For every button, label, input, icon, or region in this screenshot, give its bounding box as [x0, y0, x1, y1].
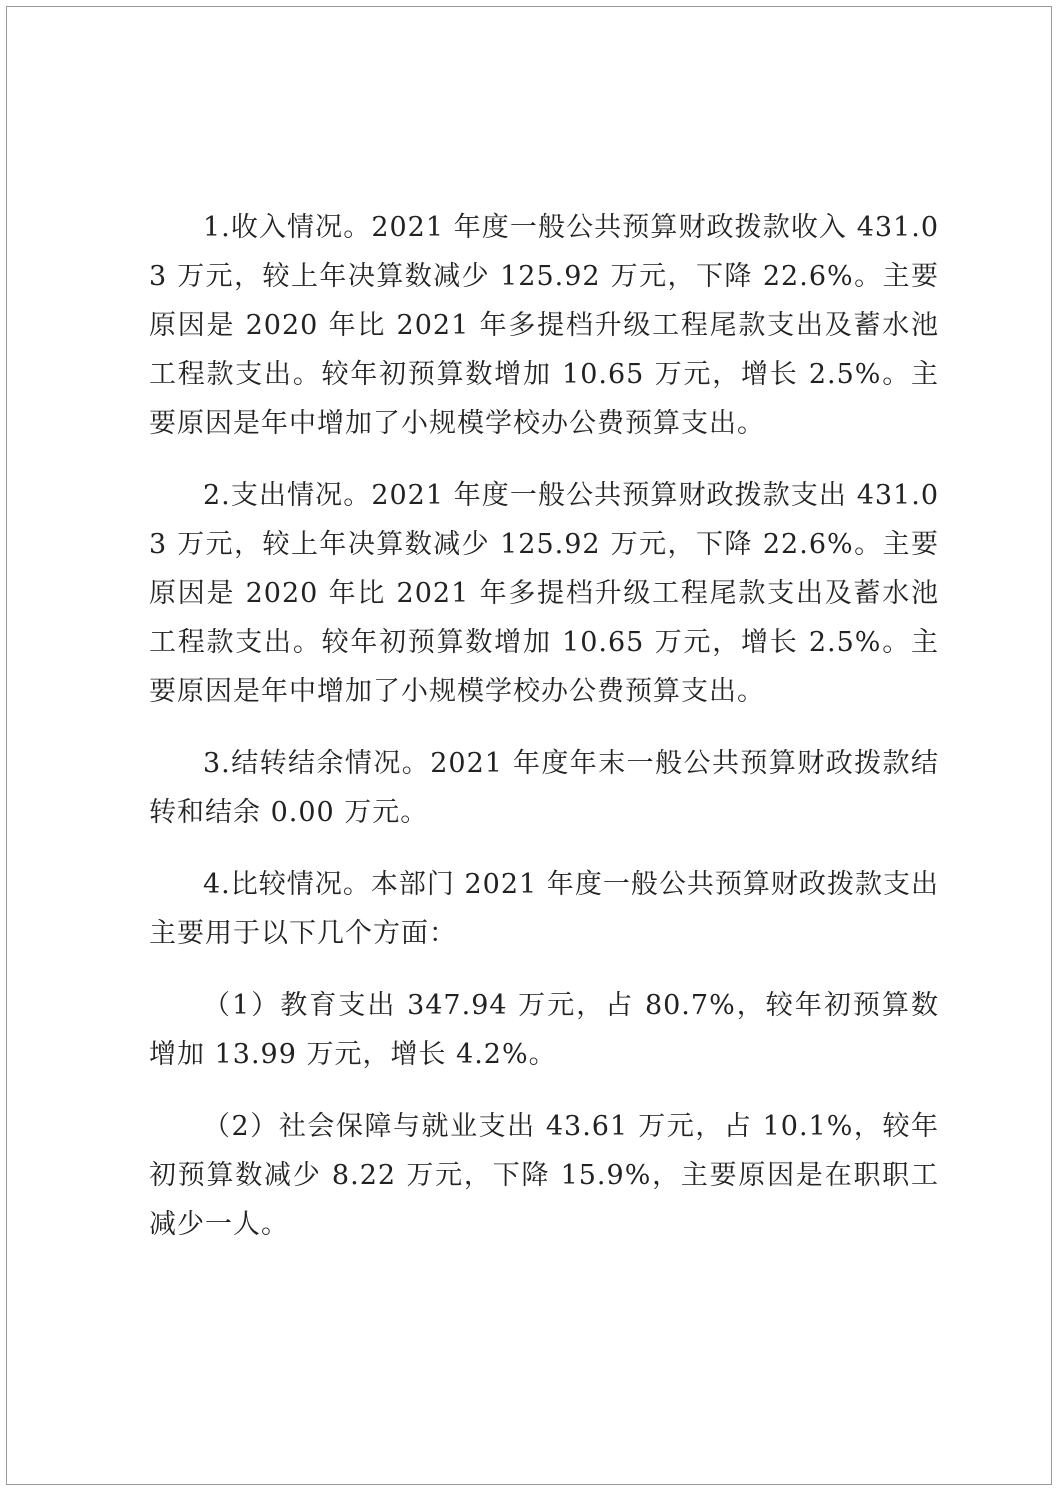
paragraph-income: 1.收入情况。2021 年度一般公共预算财政拨款收入 431.03 万元，较上年决算数减少 125.92 万元，下降 22.6%。主要原因是 2020 年比 2021 年多提档升级工程尾款支出及蓄水池工程款支出。较年初预算数增加 10.65 万元，增长 2.5%。主要原因是年中增加了小规模学校办公费预算支出。	[149, 212, 939, 439]
paragraph-spacer	[149, 1079, 939, 1102]
paragraph-social-security: （2）社会保障与就业支出 43.61 万元，占 10.1%，较年初预算数减少 8.22 万元，下降 15.9%，主要原因是在职职工减少一人。	[149, 1111, 939, 1240]
paragraph-carryover: 3.结转结余情况。2021 年度年末一般公共预算财政拨款结转和结余 0.00 万元。	[149, 748, 939, 828]
document-page	[6, 6, 1052, 1485]
paragraph-education: （1）教育支出 347.94 万元，占 80.7%，较年初预算数增加 13.99 万元，增长 4.2%。	[149, 990, 939, 1070]
paragraph-spacer	[149, 448, 939, 471]
document-body	[149, 203, 939, 1249]
paragraph-spacer	[149, 716, 939, 739]
paragraph-spacer	[149, 958, 939, 981]
paragraph-spacer	[149, 837, 939, 860]
paragraph-expenditure: 2.支出情况。2021 年度一般公共预算财政拨款支出 431.03 万元，较上年决算数减少 125.92 万元，下降 22.6%。主要原因是 2020 年比 2021 年多提档升级工程尾款支出及蓄水池工程款支出。较年初预算数增加 10.65 万元，增长 2.5%。主要原因是年中增加了小规模学校办公费预算支出。	[149, 480, 939, 707]
paragraph-comparison: 4.比较情况。本部门 2021 年度一般公共预算财政拨款支出主要用于以下几个方面：	[149, 869, 939, 949]
